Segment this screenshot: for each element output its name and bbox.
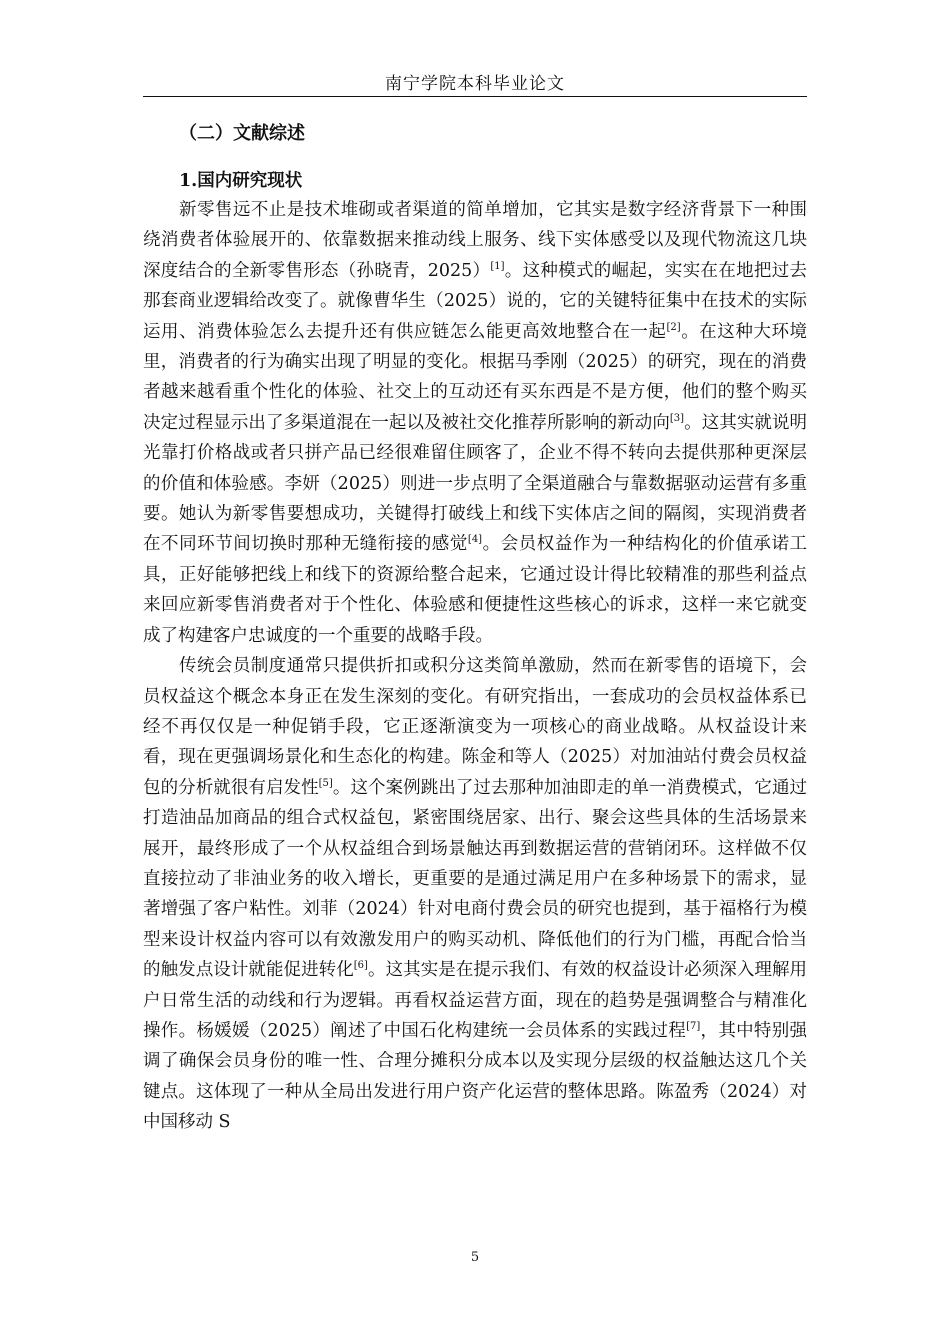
paragraph-text: 。这个案例跳出了过去那种加油即走的单一消费模式，它通过打造油品加商品的组合式权益包，紧密围绕居家、出行、聚会这些具体的生活场景来展开，最终形成了一个从权益组合到场景触达再到数据运营的营销闭环。这样做不仅直接拉动了非油业务的收入增长，更重要的是通过满足用户在多种场景下的需求，显著增强了客户粘性。刘菲（2024）针对电商付费会员的研究也提到，基于福格行为模型来设计权益内容可以有效激发用户的购买动机、降低他们的行为门槛，再配合恰当的触发点设计就能促进转化 [143, 777, 808, 981]
running-header: 南宁学院本科毕业论文 [385, 74, 565, 94]
paragraph-text: ，其中特别强调了确保会员身份的唯一性、合理分摊积分成本以及实现分层级的权益触达这几个关键点。这体现了一种从全局出发进行用户资产化运营的整体思路。陈盈秀（2024）对中国移动 S [143, 1020, 807, 1133]
subsection-heading: 1.国内研究现状 [179, 171, 303, 191]
paragraph-1 [143, 195, 807, 651]
citation-marker: [5] [318, 777, 333, 789]
citation-marker: [2] [666, 321, 681, 333]
paragraph-text: 新零售远不止是技术堆砌或者渠道的简单增加，它其实是数字经济背景下一种围绕消费者体验展开的、依靠数据来推动线上服务、线下实体感受以及现代物流这几块深度结合的全新零售形态（孙晓青，2025） [143, 200, 807, 281]
header-divider [143, 96, 807, 97]
paragraph-text: 。这种模式的崛起，实实在在地把过去那套商业逻辑给改变了。就像曹华生（2025）说的，它的关键特征集中在技术的实际运用、消费体验怎么去提升还有供应链怎么能更高效地整合在一起 [143, 260, 807, 342]
section-heading: （二）文献综述 [179, 123, 305, 144]
page-number: 5 [470, 1250, 480, 1265]
paragraph-text: 。会员权益作为一种结构化的价值承诺工具，正好能够把线上和线下的资源给整合起来，它通过设计得比较精准的那些利益点来回应新零售消费者对于个性化、体验感和便捷性这些核心的诉求，这样一来它就变成了构建客户忠诚度的一个重要的战略手段。 [143, 534, 808, 646]
paragraph-text: 传统会员制度通常只提供折扣或积分这类简单激励，然而在新零售的语境下，会员权益这个概念本身正在发生深刻的变化。有研究指出，一套成功的会员权益体系已经不再仅仅是一种促销手段，它正逐渐演变为一项核心的商业战略。从权益设计来看，现在更强调场景化和生态化的构建。陈金和等人（2025）对加油站付费会员权益包的分析就很有启发性 [143, 656, 807, 798]
citation-marker: [4] [467, 534, 483, 546]
paragraph-text: 。这其实就说明光靠打价格战或者只拼产品已经很难留住顾客了，企业不得不转向去提供那种更深层的价值和体验感。李妍（2025）则进一步点明了全渠道融合与靠数据驱动运营有多重要。她认为新零售要想成功，关键得打破线上和线下实体店之间的隔阂，实现消费者在不同环节间切换时那种无缝衔接的感觉 [143, 412, 808, 555]
citation-marker: [6] [353, 960, 368, 972]
body-text [143, 195, 807, 1138]
citation-marker: [3] [669, 413, 685, 425]
paragraph-text: 。在这种大环境里，消费者的行为确实出现了明显的变化。根据马季刚（2025）的研究，现在的消费者越来越看重个性化的体验、社交上的互动还有买东西是不是方便，他们的整个购买决定过程显示出了多渠道混在一起以及被社交化推荐所影响的新动向 [143, 321, 808, 433]
paragraph-text: 。这其实是在提示我们、有效的权益设计必须深入理解用户日常生活的动线和行为逻辑。再看权益运营方面，现在的趋势是强调整合与精准化操作。杨媛媛（2025）阐述了中国石化构建统一会员体系的实践过程 [143, 960, 808, 1041]
citation-marker: [7] [686, 1021, 701, 1033]
citation-marker: [1] [490, 260, 505, 272]
paragraph-2 [143, 651, 807, 1138]
